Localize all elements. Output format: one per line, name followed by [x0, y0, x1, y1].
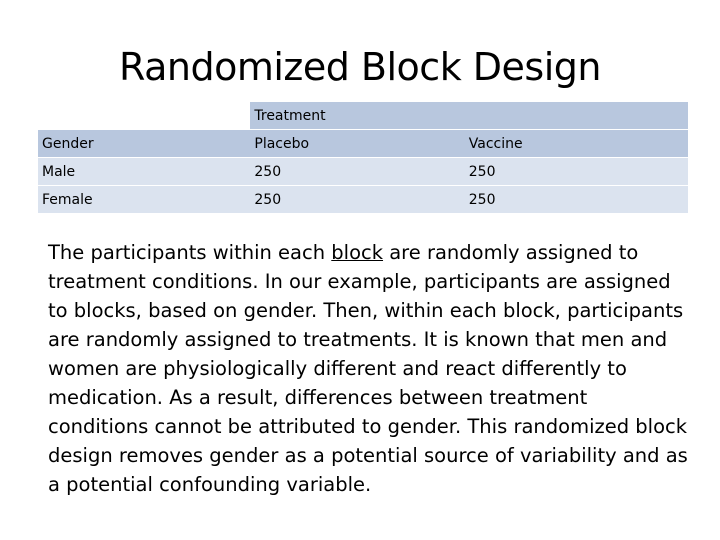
gender-header: Gender — [38, 130, 250, 158]
table-corner-cell — [38, 102, 250, 130]
table-group-header-row — [38, 102, 688, 130]
table-column-header-row — [38, 130, 688, 158]
table-cell: 250 — [250, 186, 464, 214]
column-header-vaccine: Vaccine — [465, 130, 688, 158]
table-row — [38, 186, 688, 214]
paragraph-rest: are randomly assigned to treatment conditions. In our example, participants are assigned to blocks, based on gender. Then, within each block, participants are randomly assigned to treatments. It is known that men and women are physiologically different and react differently to medication. As a result, differences between treatment conditions cannot be attributed to gender. This randomized block design removes gender as a potential source of variability and as a potential confounding variable. — [48, 241, 688, 496]
slide-title: Randomized Block Design — [119, 45, 601, 89]
column-header-placebo: Placebo — [250, 130, 464, 158]
row-label-female: Female — [38, 186, 250, 214]
body-paragraph — [48, 238, 688, 499]
treatment-group-header: Treatment — [250, 102, 688, 130]
table-cell: 250 — [250, 158, 464, 186]
paragraph-lead: The participants within each — [48, 241, 332, 264]
table-row — [38, 158, 688, 186]
block-design-table — [38, 102, 688, 214]
block-link[interactable]: block — [331, 241, 384, 264]
table-cell: 250 — [465, 186, 688, 214]
table-cell: 250 — [465, 158, 688, 186]
row-label-male: Male — [38, 158, 250, 186]
